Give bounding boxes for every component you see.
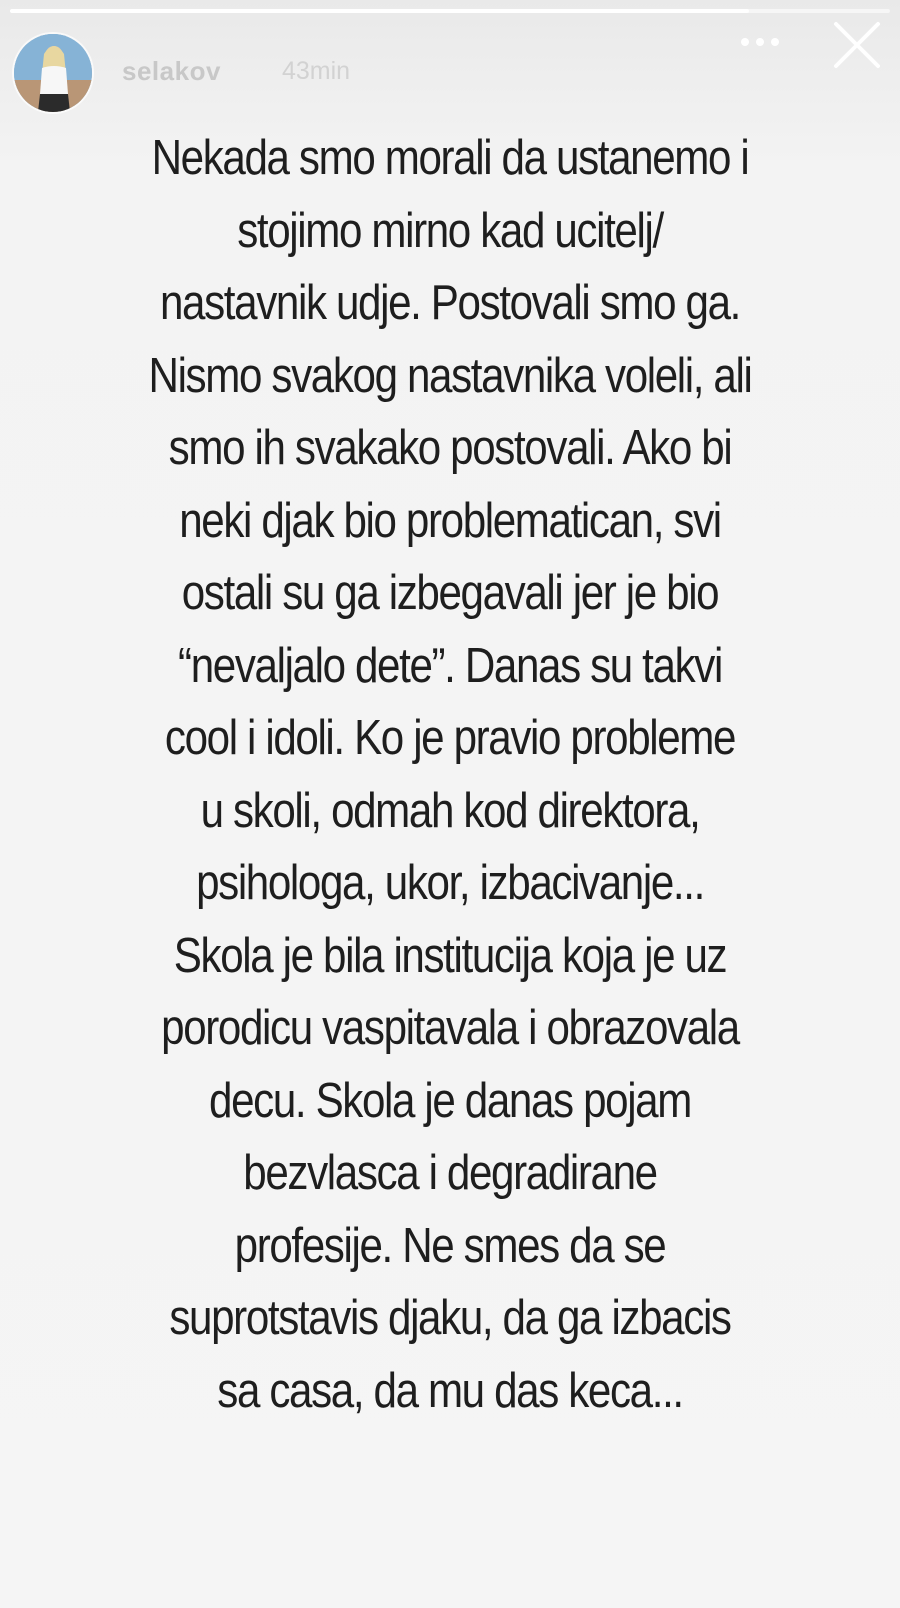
story-text-line: suprotstavis djaku, da ga izbacis	[169, 1291, 731, 1345]
more-dots-icon	[741, 38, 749, 46]
close-button[interactable]	[826, 14, 886, 74]
more-dots-icon	[771, 38, 779, 46]
story-text-line: Nismo svakog nastavnika voleli, ali	[148, 348, 752, 403]
close-icon	[826, 14, 886, 74]
story-progress-bar	[10, 9, 890, 13]
avatar[interactable]	[14, 34, 92, 112]
story-text-line: smo ih svakako postovali. Ako bi	[168, 421, 732, 475]
story-text-line: ostali su ga izbegavali jer je bio	[181, 566, 719, 620]
story-text-line: Skola je bila institucija koja je uz	[173, 928, 727, 983]
story-text-line: sa casa, da mu das keca...	[217, 1363, 683, 1418]
more-options-button[interactable]	[730, 22, 790, 62]
story-text-line: decu. Skola je danas pojam	[209, 1073, 691, 1128]
story-text-line: cool i idoli. Ko je pravio probleme	[164, 711, 736, 765]
story-text-line: psihologa, ukor, izbacivanje...	[196, 856, 704, 910]
story-text-line: u skoli, odmah kod direktora,	[200, 783, 700, 838]
profile-photo-icon	[14, 34, 92, 112]
username[interactable]: selakov	[122, 56, 221, 86]
story-text-line: Nekada smo morali da ustanemo i	[151, 131, 749, 185]
story-timestamp: 43min	[282, 57, 351, 85]
story-text	[140, 122, 759, 1427]
story-text-line: porodicu vaspitavala i obrazovala	[161, 1001, 739, 1055]
story-text-line: neki djak bio problematican, svi	[179, 493, 721, 548]
story-text-line: profesije. Ne smes da se	[234, 1218, 666, 1273]
story-text-line: stojimo mirno kad ucitelj/	[237, 203, 663, 258]
story-text-line: bezvlasca i degradirane	[243, 1146, 657, 1200]
more-dots-icon	[756, 38, 764, 46]
story-text-line: “nevaljalo dete”. Danas su takvi	[178, 638, 722, 693]
story-progress-fill	[10, 9, 749, 13]
story-text-line: nastavnik udje. Postovali smo ga.	[159, 276, 741, 330]
